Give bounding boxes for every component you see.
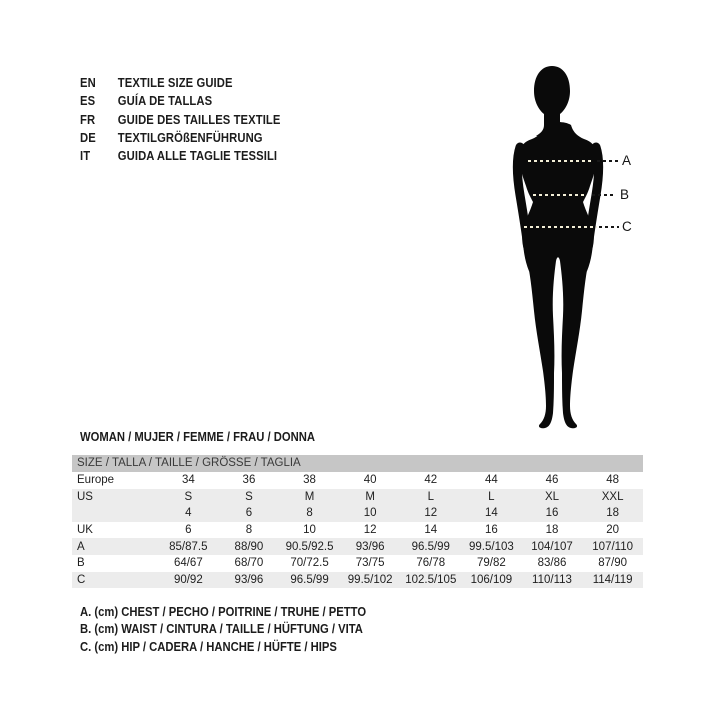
- legend-line: B. (cm) WAIST / CINTURA / TAILLE / HÜFTUNG / VITA: [80, 622, 363, 637]
- language-row: [80, 74, 280, 92]
- size-value-cell: S: [219, 489, 280, 506]
- size-value-cell: 34: [181, 474, 195, 487]
- chest-dash-callout: [597, 160, 619, 162]
- size-table-body: [72, 472, 643, 588]
- size-table-header: SIZE / TALLA / TAILLE / GRÖSSE / TAGLIA: [72, 455, 643, 472]
- measurement-legend: [80, 604, 398, 656]
- size-value-cell: 8: [279, 505, 340, 522]
- size-value-cell: 68/70: [234, 557, 264, 570]
- size-table-row: [72, 522, 643, 539]
- size-value-cell: 93/96: [340, 538, 401, 555]
- size-table-row: [72, 472, 643, 489]
- chest-dash-on-body: [528, 160, 592, 162]
- language-code: ES: [80, 94, 96, 109]
- size-value-cell: L: [400, 489, 461, 506]
- size-value-cell: 102.5/105: [400, 572, 461, 589]
- size-value-cell: 42: [424, 474, 438, 487]
- row-label: B: [77, 557, 85, 570]
- size-value-cell: 93/96: [219, 572, 280, 589]
- size-value-cell: 38: [303, 474, 316, 487]
- size-value-cell: L: [461, 489, 522, 506]
- size-value-cell: 8: [245, 524, 253, 537]
- size-value-cell: XL: [522, 489, 583, 506]
- hip-dash-callout: [599, 226, 619, 228]
- language-row: [80, 129, 280, 147]
- size-value-cell: 6: [219, 505, 280, 522]
- size-value-cell: 44: [484, 474, 498, 487]
- row-label: A: [72, 538, 158, 555]
- size-table: [72, 472, 643, 588]
- woman-silhouette-icon: [490, 55, 630, 435]
- size-value-cell: 88/90: [219, 538, 280, 555]
- size-value-cell: 107/110: [582, 538, 643, 555]
- size-value-cell: 14: [461, 505, 522, 522]
- size-value-cell: 96.5/99: [279, 572, 340, 589]
- measure-label-a: A: [622, 153, 632, 168]
- female-silhouette-figure: [490, 55, 630, 435]
- language-guide-title: TEXTILGRÖßENFÜHRUNG: [117, 131, 263, 146]
- language-guide-title: GUIDA ALLE TAGLIE TESSILI: [117, 149, 278, 164]
- size-table-row: [72, 505, 643, 522]
- language-code: EN: [80, 76, 96, 91]
- size-value-cell: 114/119: [582, 572, 643, 589]
- size-value-cell: 73/75: [355, 557, 385, 570]
- size-table-row: [72, 489, 643, 506]
- language-row: [80, 92, 280, 110]
- row-label: [72, 505, 158, 522]
- language-code: FR: [80, 112, 96, 127]
- size-value-cell: 46: [545, 474, 559, 487]
- size-value-cell: 110/113: [522, 572, 583, 589]
- size-value-cell: 83/86: [537, 557, 567, 570]
- size-value-cell: 85/87.5: [158, 538, 219, 555]
- language-guide-title: GUIDE DES TAILLES TEXTILE: [117, 112, 281, 127]
- size-table-row: [72, 572, 643, 589]
- language-guide-title: GUÍA DE TALLAS: [117, 94, 213, 109]
- size-value-cell: M: [279, 489, 340, 506]
- size-value-cell: 18: [582, 505, 643, 522]
- language-list: [80, 74, 303, 165]
- row-label: Europe: [77, 474, 115, 487]
- size-value-cell: 99.5/103: [461, 538, 522, 555]
- size-value-cell: 64/67: [173, 557, 203, 570]
- language-guide-title: TEXTILE SIZE GUIDE: [117, 76, 233, 91]
- row-label: UK: [77, 524, 93, 537]
- size-table-row: [72, 555, 643, 572]
- size-value-cell: 104/107: [522, 538, 583, 555]
- size-value-cell: M: [340, 489, 401, 506]
- language-row: [80, 111, 280, 129]
- size-value-cell: S: [158, 489, 219, 506]
- size-value-cell: 14: [424, 524, 438, 537]
- size-table-row: [72, 538, 643, 555]
- size-value-cell: 4: [158, 505, 219, 522]
- size-value-cell: 18: [545, 524, 559, 537]
- size-value-cell: 79/82: [476, 557, 506, 570]
- size-value-cell: 20: [606, 524, 620, 537]
- size-value-cell: 16: [484, 524, 498, 537]
- size-value-cell: 36: [242, 474, 256, 487]
- size-value-cell: XXL: [582, 489, 643, 506]
- row-label: US: [72, 489, 158, 506]
- legend-line: C. (cm) HIP / CADERA / HANCHE / HÜFTE / HIPS: [80, 639, 337, 654]
- size-value-cell: 106/109: [461, 572, 522, 589]
- size-table-section: [72, 455, 643, 588]
- size-value-cell: 90.5/92.5: [279, 538, 340, 555]
- size-value-cell: 87/90: [598, 557, 628, 570]
- measure-label-b: B: [620, 187, 630, 202]
- waist-dash-on-body: [533, 194, 585, 196]
- size-value-cell: 6: [185, 524, 192, 537]
- size-value-cell: 12: [363, 524, 377, 537]
- size-value-cell: 99.5/102: [340, 572, 401, 589]
- size-value-cell: 40: [363, 474, 377, 487]
- waist-dash-callout: [592, 194, 614, 196]
- gender-heading: WOMAN / MUJER / FEMME / FRAU / DONNA: [80, 430, 315, 444]
- size-value-cell: 96.5/99: [400, 538, 461, 555]
- size-value-cell: 48: [606, 474, 620, 487]
- language-row: [80, 147, 280, 165]
- legend-line: A. (cm) CHEST / PECHO / POITRINE / TRUHE / PETTO: [80, 605, 367, 619]
- size-value-cell: 70/72.5: [290, 557, 329, 570]
- size-value-cell: 10: [303, 524, 316, 537]
- language-code: DE: [80, 131, 96, 146]
- size-value-cell: 10: [340, 505, 401, 522]
- language-code: IT: [80, 149, 91, 164]
- size-value-cell: 90/92: [158, 572, 219, 589]
- row-label: C: [72, 572, 158, 589]
- size-value-cell: 12: [400, 505, 461, 522]
- size-value-cell: 76/78: [416, 557, 446, 570]
- hip-dash-on-body: [524, 226, 597, 228]
- measure-label-c: C: [622, 219, 632, 234]
- size-value-cell: 16: [522, 505, 583, 522]
